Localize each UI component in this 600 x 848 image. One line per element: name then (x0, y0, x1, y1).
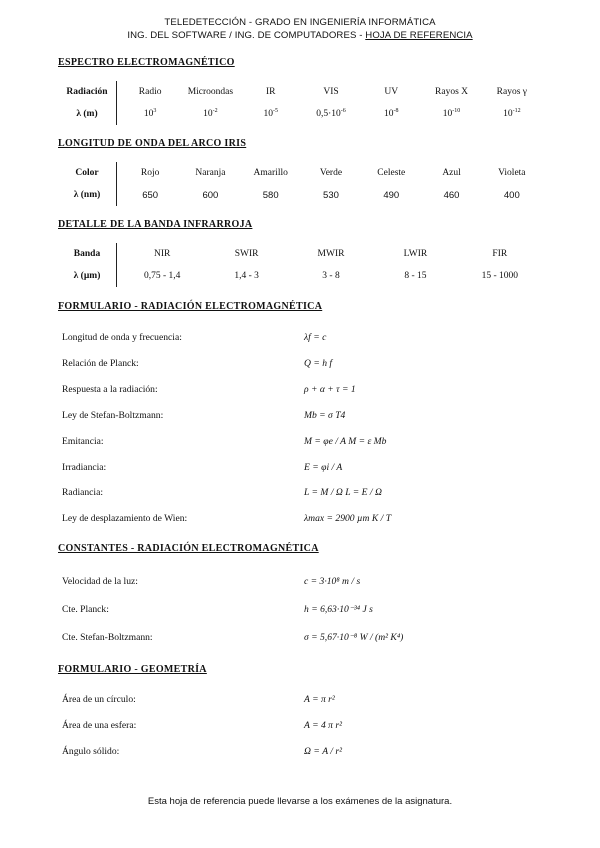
formula-label: Área de una esfera: (62, 720, 137, 731)
formula-expression: A = 4 π r² (304, 720, 342, 731)
table-cell: UV (384, 87, 399, 97)
table-cell: IR (265, 87, 276, 97)
formula-expression: λf = c (304, 332, 327, 343)
section-title-geometry: FORMULARIO - GEOMETRÍA (58, 664, 207, 675)
row-label: Banda (73, 249, 101, 259)
table-cell: 600 (202, 189, 219, 201)
section-title-spectrum: ESPECTRO ELECTROMAGNÉTICO (58, 57, 235, 68)
table-cell: 3 - 8 (322, 271, 340, 281)
table-row (58, 162, 542, 184)
table-cell: $10^{-2}$ (203, 108, 218, 119)
formula-expression: c = 3·10⁸ m / s (304, 576, 361, 587)
formula-expression: h = 6,63·10⁻³⁴ J s (304, 604, 373, 615)
header-line2 (0, 29, 600, 42)
rainbow-table (58, 162, 542, 206)
formula-label: Radiancia: (62, 487, 104, 499)
table-divider (116, 162, 117, 206)
table-cell: 1,4 - 3 (234, 271, 259, 281)
table-cell: Violeta (498, 168, 526, 178)
table-row (58, 184, 542, 206)
formula-row (62, 720, 542, 734)
table-cell: $10^{-8}$ (384, 108, 399, 119)
table-cell: Azul (442, 168, 461, 178)
formula-expression: Q = h f (304, 357, 333, 369)
formula-label: Cte. Stefan-Boltzmann: (62, 632, 153, 643)
section-title-rainbow: LONGITUD DE ONDA DEL ARCO IRIS (58, 138, 247, 149)
table-cell: NIR (154, 249, 171, 259)
table-cell: 530 (323, 189, 339, 201)
table-cell: MWIR (317, 249, 345, 259)
table-cell: VIS (323, 87, 339, 97)
table-cell: SWIR (234, 249, 259, 259)
formula-row (62, 358, 542, 372)
table-cell: Naranja (195, 168, 226, 178)
row-label: Color (75, 168, 99, 178)
formula-label: Longitud de onda y frecuencia: (62, 332, 182, 343)
formula-label: Relación de Planck: (62, 357, 139, 369)
spectrum-table (58, 81, 542, 125)
formula-expression: L = M / Ω L = E / Ω (304, 487, 382, 499)
footer-note: Esta hoja de referencia puede llevarse a los exámenes de la asignatura. (147, 796, 453, 807)
document-header (0, 16, 600, 42)
table-cell: Rayos X (435, 87, 469, 97)
table-cell: 580 (262, 189, 279, 201)
formula-row (62, 487, 542, 501)
table-cell: Celeste (377, 168, 406, 178)
table-cell: Verde (319, 168, 343, 178)
table-cell: $0,5\cdot 10^{-6}$ (316, 108, 346, 119)
formula-label: Emitancia: (62, 435, 104, 447)
table-cell: 15 - 1000 (481, 271, 519, 281)
formula-expression: E = φi / A (304, 461, 343, 473)
table-cell: 0,75 - 1,4 (143, 271, 181, 281)
table-cell: $10^3$ (143, 108, 157, 119)
formula-expression: σ = 5,67·10⁻⁸ W / (m² K⁴) (304, 632, 404, 643)
formula-label: Cte. Planck: (62, 604, 109, 615)
table-cell: $10^{-12}$ (503, 108, 521, 119)
row-label: λ (m) (76, 109, 98, 119)
table-cell: $10^{-10}$ (442, 108, 461, 119)
table-cell: LWIR (403, 249, 428, 259)
formula-label: Ángulo sólido: (62, 746, 120, 757)
table-cell: 8 - 15 (404, 271, 427, 281)
section-title-formulas: FORMULARIO - RADIACIÓN ELECTROMAGNÉTICA (58, 301, 323, 312)
formula-row (62, 632, 542, 646)
formula-row (62, 332, 542, 346)
table-cell: 400 (503, 189, 520, 201)
row-label: λ (nm) (73, 190, 101, 200)
table-divider (116, 81, 117, 125)
header-line2-link: HOJA DE REFERENCIA (365, 30, 473, 41)
section-title-infrared: DETALLE DE LA BANDA INFRARROJA (58, 219, 253, 230)
formula-row (62, 694, 542, 708)
row-label: λ (µm) (73, 271, 101, 281)
formula-row (62, 436, 542, 450)
row-label: Radiación (66, 87, 108, 97)
formula-label: Área de un círculo: (62, 694, 136, 705)
formula-label: Irradiancia: (62, 461, 107, 473)
infrared-table (58, 243, 542, 287)
formula-row (62, 410, 542, 424)
header-line1: TELEDETECCIÓN - GRADO EN INGENIERÍA INFORMÁTICA (164, 17, 436, 28)
table-cell: Rayos γ (496, 87, 527, 97)
formula-row (62, 513, 542, 527)
table-cell: Radio (138, 87, 162, 97)
formula-row (62, 576, 542, 590)
formula-row (62, 462, 542, 476)
formula-row (62, 384, 542, 398)
table-cell: $10^{-5}$ (263, 108, 278, 119)
table-row (58, 265, 542, 287)
formula-expression: A = π r² (304, 694, 335, 705)
formula-expression: Mb = σ T4 (304, 409, 346, 421)
formula-expression: Ω = A / r² (304, 746, 342, 757)
formula-label: Respuesta a la radiación: (62, 383, 158, 395)
table-cell: 460 (443, 189, 460, 201)
formula-row (62, 746, 542, 760)
table-cell: FIR (492, 249, 508, 259)
table-row (58, 81, 542, 103)
table-row (58, 103, 542, 125)
formula-expression: M = φe / A M = ε Mb (304, 435, 387, 447)
formula-expression: ρ + α + τ = 1 (304, 383, 356, 395)
table-cell: Rojo (140, 168, 160, 178)
formula-label: Ley de Stefan-Boltzmann: (62, 409, 164, 421)
table-cell: Microondas (187, 87, 234, 97)
table-row (58, 243, 542, 265)
table-cell: 490 (383, 189, 400, 201)
formula-row (62, 604, 542, 618)
header-line2-prefix: ING. DEL SOFTWARE / ING. DE COMPUTADORES - (127, 30, 366, 41)
formula-expression: λmax = 2900 µm K / T (304, 513, 392, 525)
table-cell: Amarillo (253, 168, 288, 178)
formula-label: Velocidad de la luz: (62, 576, 138, 587)
table-divider (116, 243, 117, 287)
formula-label: Ley de desplazamiento de Wien: (62, 513, 188, 525)
section-title-constants: CONSTANTES - RADIACIÓN ELECTROMAGNÉTICA (58, 543, 319, 554)
table-cell: 650 (142, 189, 159, 201)
